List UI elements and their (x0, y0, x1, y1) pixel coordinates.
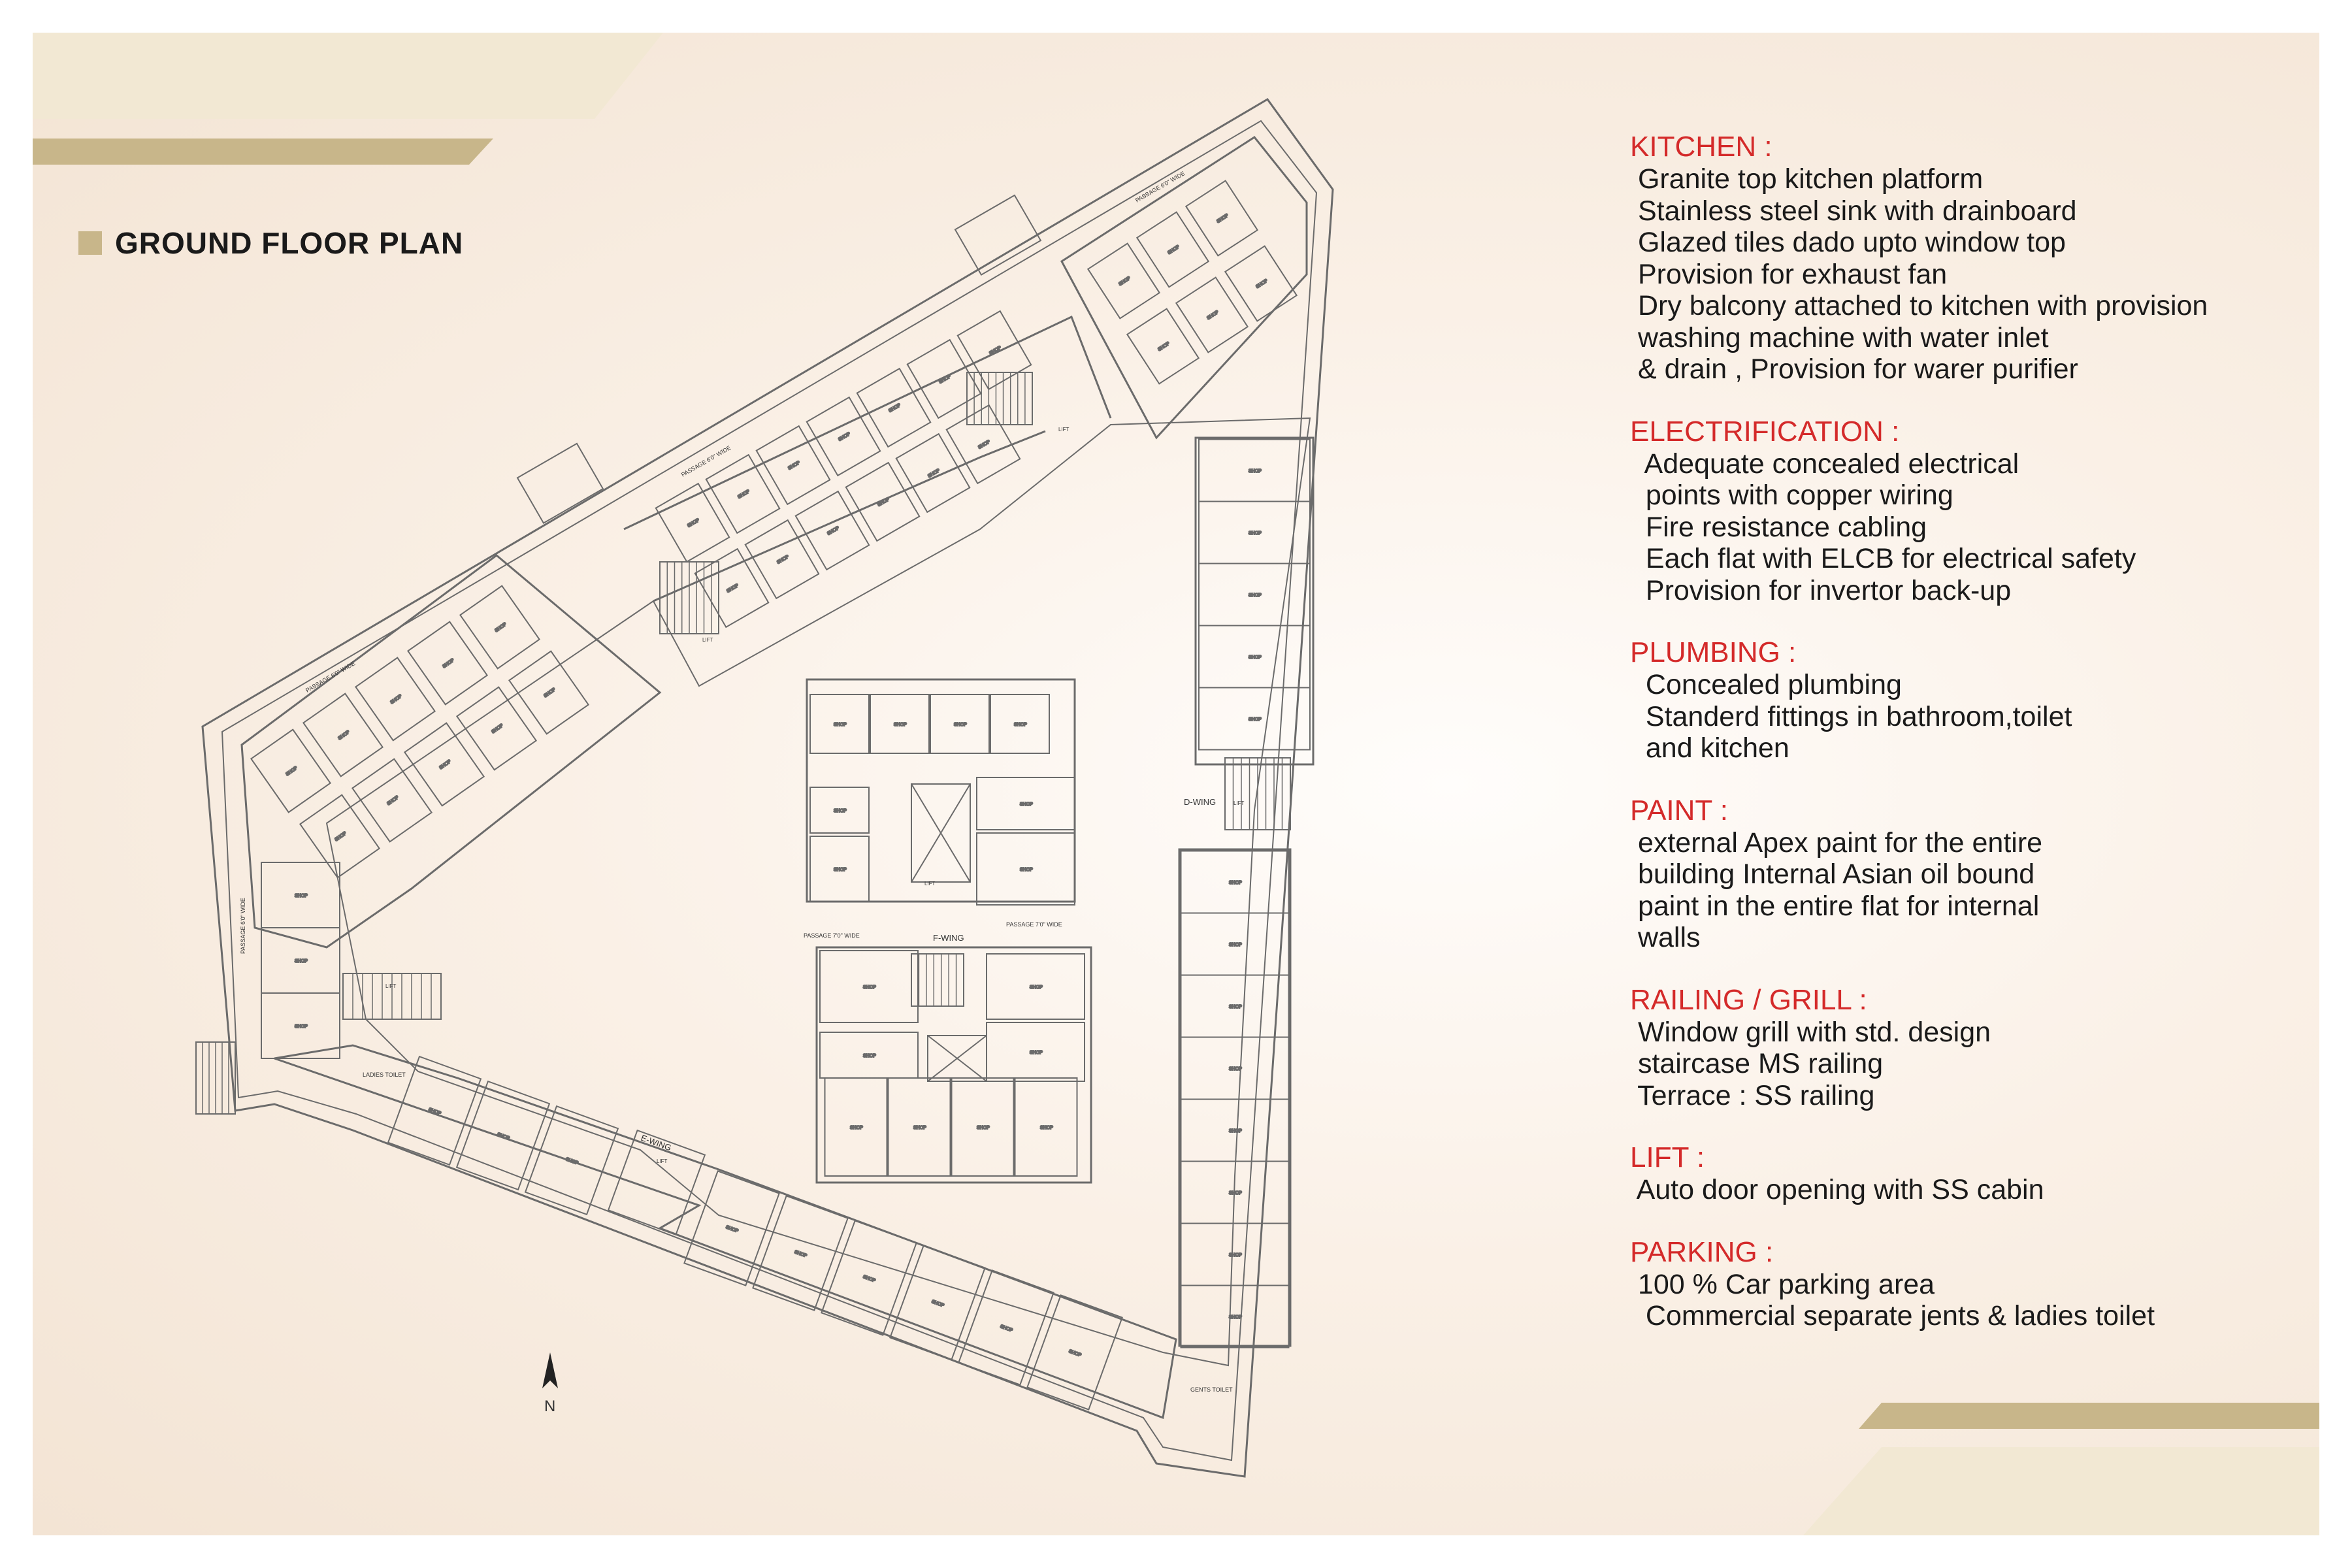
shop-cell-label: SHOP (1030, 985, 1043, 990)
shop-cell-label: SHOP (913, 1126, 926, 1130)
shop-cell-label: SHOP (1167, 244, 1181, 256)
shop-cell-label: SHOP (863, 1054, 876, 1058)
north-wing-wall (624, 317, 1111, 529)
spec-line: Provision for exhaust fan (1630, 258, 1948, 290)
shop-cell-label: SHOP (1249, 593, 1262, 598)
shop-cell-label: SHOP (776, 554, 790, 565)
shop-cell-label: SHOP (927, 468, 941, 479)
spec-line: and kitchen (1630, 732, 1789, 764)
spec-heading: PARKING : (1630, 1235, 1774, 1268)
shop-cell-label: SHOP (1229, 881, 1242, 885)
lift-label-n: LIFT (1058, 427, 1070, 433)
lift-label-e: LIFT (657, 1158, 668, 1164)
e-wing-label: E-WING (639, 1132, 673, 1153)
spec-heading: ELECTRIFICATION : (1630, 415, 1900, 448)
shop-cell-label: SHOP (564, 1157, 579, 1166)
spec-line: paint in the entire flat for internal (1630, 890, 2040, 922)
f-wing-label: F-WING (933, 933, 964, 943)
shop-cell-label: SHOP (838, 431, 851, 442)
plan-walls (203, 99, 1333, 1477)
shop-cell-label: SHOP (1020, 802, 1033, 807)
shop-cell-label: SHOP (1229, 1315, 1242, 1320)
shop-cell-label: SHOP (1030, 1051, 1043, 1055)
spec-line: Auto door opening with SS cabin (1630, 1174, 2044, 1205)
shop-cell-label: SHOP (793, 1250, 808, 1259)
spec-line: building Internal Asian oil bound (1630, 858, 2035, 890)
north-arrow (542, 1352, 558, 1415)
passage-f-left-label: PASSAGE 7'0" WIDE (804, 932, 860, 939)
passage-north-label: PASSAGE 6'0" WIDE (680, 444, 732, 478)
spec-line: 100 % Car parking area (1630, 1268, 1935, 1300)
spec-heading: PAINT : (1630, 794, 1728, 826)
shop-cell-label: SHOP (337, 730, 351, 742)
shop-cell-label: SHOP (863, 985, 876, 990)
spec-line: Each flat with ELCB for electrical safety (1630, 543, 2136, 574)
spec-line: Dry balcony attached to kitchen with provision (1630, 290, 2208, 321)
shop-cell-label: SHOP (850, 1126, 863, 1130)
spec-line: Window grill with std. design (1630, 1016, 1991, 1048)
specifications (1630, 131, 2316, 1362)
d-wing-upper (1196, 438, 1313, 764)
shop-cell-label: SHOP (295, 894, 308, 898)
spec-section (1630, 794, 2316, 954)
shop-cell-label: SHOP (888, 402, 902, 414)
shop-cell-label: SHOP (1255, 278, 1269, 290)
shop-cell-label: SHOP (295, 1024, 308, 1029)
spec-line: Fire resistance cabling (1630, 511, 1927, 543)
gents-toilet-label: GENTS TOILET (1190, 1386, 1233, 1393)
ne-wing-block (1062, 137, 1307, 438)
north-arrow-icon (542, 1352, 558, 1388)
passage-west-label: PASSAGE 6'0" WIDE (240, 898, 246, 954)
spec-line: Adequate concealed electrical (1630, 448, 2019, 480)
spec-line: walls (1630, 922, 1701, 953)
shop-cell-label: SHOP (954, 723, 967, 727)
courtyard-edge (327, 418, 1310, 1365)
shop-cells (251, 181, 1310, 1410)
shop-cell-label: SHOP (938, 374, 952, 385)
shop-cell-label: SHOP (1229, 1191, 1242, 1196)
shop-cell-label: SHOP (1229, 1129, 1242, 1134)
shop-cell-label: SHOP (1229, 1253, 1242, 1258)
shop-cell-label: SHOP (494, 622, 508, 634)
shop-cell-label: SHOP (834, 809, 847, 813)
shop-cell-label: SHOP (1249, 531, 1262, 536)
spec-line: & drain , Provision for warer purifier (1630, 353, 2078, 385)
shop-cell-label: SHOP (1068, 1349, 1082, 1358)
shop-cell-label: SHOP (930, 1299, 945, 1309)
shop-cell-label: SHOP (1040, 1126, 1053, 1130)
shop-cell-label: SHOP (1206, 310, 1220, 321)
spec-line: Provision for invertor back-up (1630, 574, 2012, 606)
passage-nw-label: PASSAGE 6'0" WIDE (304, 660, 357, 694)
spec-section (1630, 984, 2316, 1112)
spec-section (1630, 636, 2316, 764)
shop-cell-label: SHOP (737, 489, 751, 500)
spec-line: Glazed tiles dado upto window top (1630, 227, 2066, 258)
shop-cell-label: SHOP (725, 1225, 739, 1234)
shop-cell-label: SHOP (295, 959, 308, 964)
shop-cell-label: SHOP (834, 723, 847, 727)
spec-line: external Apex paint for the entire (1630, 826, 2043, 858)
spec-line: Terrace : SS railing (1630, 1079, 1875, 1111)
shop-cell-label: SHOP (826, 525, 840, 536)
shop-cell-label: SHOP (834, 868, 847, 872)
shop-cell-label: SHOP (1249, 717, 1262, 722)
shop-cell-label: SHOP (285, 766, 299, 777)
shop-cell-label: SHOP (1014, 723, 1027, 727)
shop-cell-label: SHOP (1118, 276, 1132, 287)
north-arrow-label: N (544, 1397, 556, 1415)
shop-cell-label: SHOP (1229, 943, 1242, 947)
d-wing-lower (1179, 849, 1290, 1346)
shop-cell-label: SHOP (386, 795, 400, 807)
d-wing-label: D-WING (1184, 797, 1217, 807)
shop-cell-label: SHOP (999, 1324, 1013, 1333)
spec-heading: RAILING / GRILL : (1630, 983, 1867, 1016)
shop-cell-label: SHOP (496, 1132, 510, 1141)
lift-label-nw: LIFT (702, 637, 713, 643)
spec-line: Concealed plumbing (1630, 669, 1902, 700)
lift-label-sw: LIFT (385, 983, 397, 989)
shop-cell-label: SHOP (491, 723, 504, 735)
shop-cell-label: SHOP (438, 759, 452, 771)
spec-heading: PLUMBING : (1630, 636, 1797, 668)
stair-nw (517, 444, 603, 523)
shop-cell-label: SHOP (1216, 213, 1230, 225)
west-block (242, 555, 660, 947)
outer-wall-inner (222, 121, 1316, 1460)
shop-cell-label: SHOP (1157, 341, 1171, 353)
spec-section (1630, 1236, 2316, 1332)
shop-cell-label: SHOP (787, 460, 801, 471)
shop-cell-label: SHOP (543, 687, 557, 699)
spec-section (1630, 416, 2316, 607)
plan-text-labels (240, 170, 1245, 1393)
shop-cell-label: SHOP (1249, 655, 1262, 660)
shop-cell-label: SHOP (988, 345, 1002, 356)
shop-cell-label: SHOP (389, 694, 403, 706)
shop-cell-label: SHOP (687, 517, 700, 529)
spec-line: Standerd fittings in bathroom,toilet (1630, 700, 2072, 732)
spec-heading: LIFT : (1630, 1141, 1705, 1173)
shop-cell-label: SHOP (1020, 868, 1033, 872)
spec-section (1630, 1141, 2316, 1206)
shop-cell-label: SHOP (334, 831, 348, 843)
spec-line: washing machine with water inlet (1630, 321, 2049, 353)
shop-cell-label: SHOP (877, 497, 890, 508)
shop-cell-label: SHOP (862, 1275, 876, 1284)
spec-section (1630, 131, 2316, 385)
f-wing-upper (807, 679, 1075, 902)
stair-north-core (967, 372, 1032, 425)
shop-cell-label: SHOP (427, 1107, 442, 1117)
shop-cell-label: SHOP (977, 1126, 990, 1130)
passage-ne-label: PASSAGE 6'0" WIDE (1134, 170, 1186, 204)
spec-line: points with copper wiring (1630, 480, 1953, 511)
page-title: GROUND FLOOR PLAN (115, 226, 464, 260)
ladies-toilet-label: LADIES TOILET (363, 1071, 406, 1078)
shop-cell-label: SHOP (977, 439, 991, 450)
spec-line: Commercial separate jents & ladies toilet (1630, 1300, 2155, 1331)
stair-north-top (955, 195, 1041, 275)
f-wing-lower (817, 947, 1091, 1183)
lift-label-f: LIFT (924, 881, 936, 887)
shop-cell-label: SHOP (442, 658, 455, 670)
passage-f-right-label: PASSAGE 7'0" WIDE (1006, 921, 1062, 928)
shop-cell-label: SHOP (1249, 469, 1262, 474)
shop-cell-label: SHOP (1229, 1005, 1242, 1009)
e-wing-block (274, 1045, 1176, 1418)
stair-treads (203, 372, 1282, 1117)
shop-cell-label: SHOP (894, 723, 907, 727)
spec-line: Granite top kitchen platform (1630, 163, 1984, 195)
shop-cell-label: SHOP (726, 583, 740, 594)
spec-line: staircase MS railing (1630, 1048, 1884, 1079)
spec-heading: KITCHEN : (1630, 131, 1772, 163)
outer-wall (203, 99, 1333, 1477)
spec-line: Stainless steel sink with drainboard (1630, 195, 2077, 227)
lift-label-d: LIFT (1233, 800, 1245, 806)
shop-cell-label: SHOP (1229, 1067, 1242, 1071)
